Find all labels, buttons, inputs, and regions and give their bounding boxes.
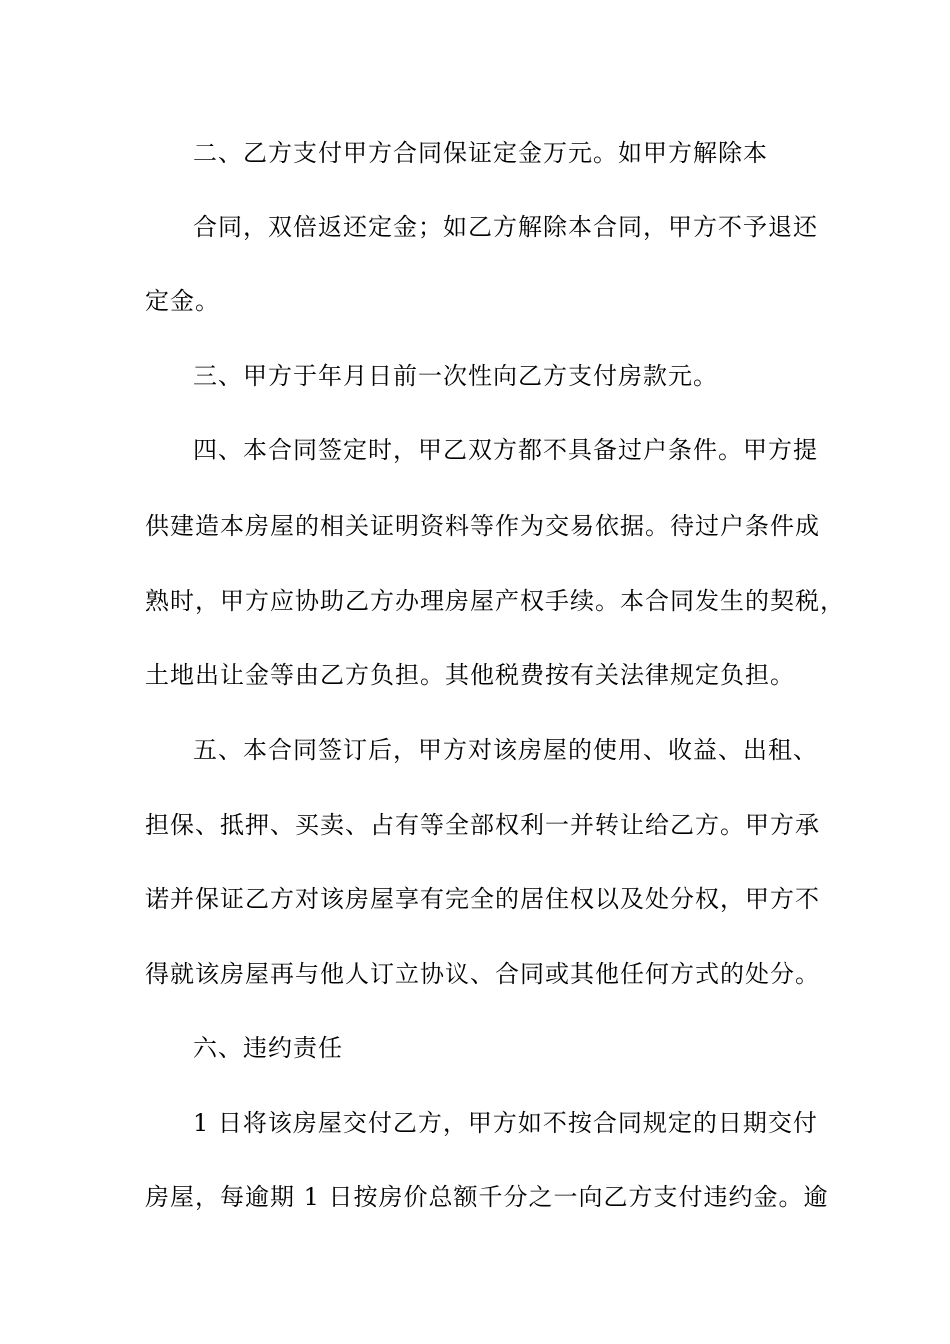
text-line: 定金。 [145,287,220,315]
text-line: 担保、抵押、买卖、占有等全部权利一并转让给乙方。甲方承 [145,811,820,839]
text-line: 五、本合同签订后，甲方对该房屋的使用、收益、出租、 [193,736,818,764]
text-line: 二、乙方支付甲方合同保证定金万元。如甲方解除本 [193,139,768,167]
section-heading: 六、违约责任 [193,1034,343,1062]
text-line: 供建造本房屋的相关证明资料等作为交易依据。待过户条件成 [145,512,820,540]
text-line: 四、本合同签定时，甲乙双方都不具备过户条件。甲方提 [193,436,818,464]
text-line: 1 日将该房屋交付乙方，甲方如不按合同规定的日期交付 [193,1109,818,1137]
text-line: 合同，双倍返还定金；如乙方解除本合同，甲方不予退还 [193,213,818,241]
text-line: 房屋，每逾期 1 日按房价总额千分之一向乙方支付违约金。逾 [145,1183,829,1211]
text-line: 土地出让金等由乙方负担。其他税费按有关法律规定负担。 [145,661,795,689]
text-line: 得就该房屋再与他人订立协议、合同或其他任何方式的处分。 [145,960,820,988]
text-line: 诺并保证乙方对该房屋享有完全的居住权以及处分权，甲方不 [145,885,820,913]
text-line: 熟时，甲方应协助乙方办理房屋产权手续。本合同发生的契税， [145,587,845,615]
text-line: 三、甲方于年月日前一次性向乙方支付房款元。 [193,362,718,390]
